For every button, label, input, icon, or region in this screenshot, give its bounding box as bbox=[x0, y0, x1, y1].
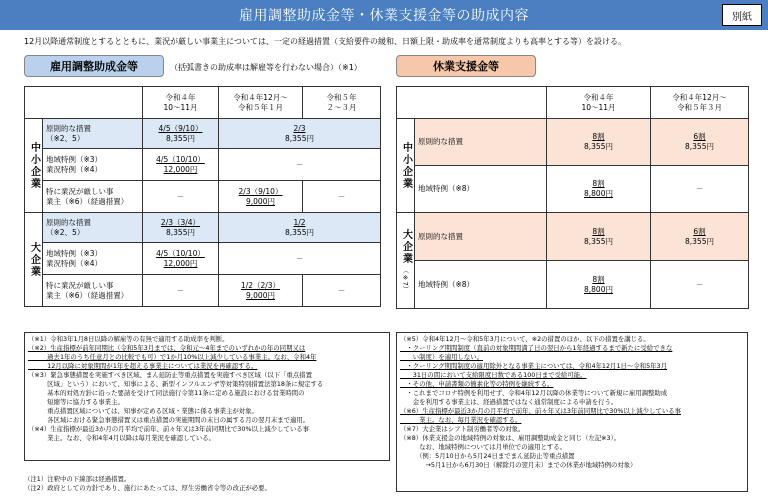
header-blank bbox=[25, 87, 143, 119]
rate-value: 2/3（3/4） bbox=[160, 217, 201, 227]
dash: － bbox=[143, 275, 219, 307]
cap-value: 8,355円 bbox=[584, 142, 613, 151]
dash: － bbox=[651, 166, 749, 213]
row-group-large: 大企業 bbox=[25, 213, 43, 307]
col-header: 令和５年 ２～３月 bbox=[303, 87, 381, 119]
intro-text: 12月以降通常制度とするとともに、業況が厳しい事業主については、一定の経過措置（支給要件の緩和、日額上限・助成率を通常制度よりも高率とする等）を設ける。 bbox=[24, 37, 627, 46]
employment-adjustment-table bbox=[24, 86, 381, 307]
cap-value: 8,355円 bbox=[584, 236, 613, 246]
leave-support-table bbox=[396, 86, 749, 309]
cap-value: 12,000円 bbox=[163, 258, 198, 268]
rate-value: 8割 bbox=[592, 226, 605, 236]
rate-value: 6割 bbox=[693, 132, 706, 141]
row-label: 地域特例（※3） 業況特例（※4） bbox=[43, 243, 143, 275]
footnote-line: （注2）政府としての方針であり、施行にあたっては、厚生労働省令等の改正が必要。 bbox=[24, 484, 271, 492]
footnote-line: （※4）生産指標が最近3か月の月平均で前年、前々年又は3年前同期比で30%以上減少している事 bbox=[28, 425, 309, 433]
footnote-line: 過去1年のうち任意月との比較でも可）で1か月10%以上減少している事業主。なお、令和4年 bbox=[28, 353, 317, 361]
cap-value: 9,000円 bbox=[246, 196, 275, 206]
footnote-line: （※7）大企業はシフト制労働者等の対象。 bbox=[400, 425, 525, 433]
footnote-line: 短縮等に協力する事業主。 bbox=[28, 398, 124, 406]
footnote-line: （※5）令和4年12月～令和5年3月について、※2の措置のほか、以下の措置を講じる。 bbox=[400, 335, 650, 343]
cap-value: 8,355円 bbox=[166, 227, 195, 237]
cap-value: 9,000円 bbox=[246, 290, 275, 300]
section-label-employment-adjustment: 雇用調整助成金等 bbox=[24, 55, 164, 77]
col-header: 令和４年 10～11月 bbox=[547, 87, 651, 119]
row-label: 原則的な措置 bbox=[415, 213, 547, 261]
cap-value: 8,355円 bbox=[285, 227, 314, 237]
rate-value: 4/5（9/10） bbox=[158, 123, 203, 133]
footnote-line: 区域」という）において、知事による、新型インフルエンザ等対策特別措置法第18条に規定する bbox=[28, 380, 324, 388]
footnote-line: （※6）生産指標が最近3か月の月平均で前年、前々年又は3年前同期比で30%以上減少している事 bbox=[400, 407, 681, 415]
cap-value: 8,800円 bbox=[584, 284, 613, 294]
footnote-line: 12月以降に対象期間が1年を超える事業主については業況を再確認する。 bbox=[28, 362, 258, 370]
row-label: 原則的な措置 （※2、5） bbox=[43, 119, 143, 149]
row-group-large: 大企業 bbox=[400, 228, 412, 265]
footnote-line: なお、地域特例については月単位での適用とする。 bbox=[400, 443, 567, 451]
footnote-line: （※1）令和3年1月8日以降の解雇等の有無で適用する助成率を判断。 bbox=[28, 335, 229, 343]
cap-value: 8,800円 bbox=[584, 189, 613, 198]
dash: － bbox=[303, 275, 381, 307]
row-label: 原則的な措置 （※2、5） bbox=[43, 213, 143, 243]
rate-value: 4/5（10/10） bbox=[156, 154, 205, 164]
footnote-line: （※8）休業支援金の地域特例の対象は、雇用調整助成金と同じ（左記※3）。 bbox=[400, 434, 621, 442]
footnote-line: →5月1日から6月30日（解除月の翌月末）までの休業が地域特例の対象） bbox=[400, 461, 637, 469]
footnote-line: ・これまでコロナ特例を利用せず、令和4年12月以降の休業等について新規に雇用調整助成 bbox=[400, 389, 668, 397]
rate-value: 6割 bbox=[693, 226, 706, 236]
rate-value: 1/2（2/3） bbox=[240, 280, 281, 290]
rate-value: 8割 bbox=[592, 179, 605, 188]
rate-value: 8割 bbox=[592, 274, 605, 284]
row-group-sme: 中小企業 bbox=[25, 119, 43, 213]
attachment-badge: 別紙 bbox=[722, 4, 762, 26]
page-title: 雇用調整助成金等・休業支援金等の助成内容 bbox=[0, 0, 768, 30]
row-label: 地域特例（※8） bbox=[415, 166, 547, 213]
dash: － bbox=[303, 181, 381, 213]
dash: － bbox=[219, 149, 381, 181]
footnote-line: ・クーリング期間制度（直前の対象期間満了日の翌日から1年経過するまで新たに受給できな bbox=[400, 344, 673, 352]
dash: － bbox=[143, 181, 219, 213]
cap-value: 8,355円 bbox=[685, 236, 714, 246]
rate-value: 1/2 bbox=[293, 217, 306, 227]
footnote-line: ・その他、申請書類の簡素化等の特例を継続する。 bbox=[400, 380, 554, 388]
footnotes-general bbox=[24, 475, 390, 493]
row-label: 地域特例（※3） 業況特例（※4） bbox=[43, 149, 143, 181]
footnote-line: 31日の間において支給限度日数である100日まで受給可能。 bbox=[400, 371, 587, 379]
footnote-line: （例：5月10日から5月24日までまん延防止等重点措置 bbox=[400, 452, 575, 460]
cap-value: 8,355円 bbox=[685, 142, 714, 151]
footnote-line: 業主。なお、毎月業況を確認する。 bbox=[400, 416, 522, 424]
footnotes-left bbox=[24, 332, 390, 461]
col-header: 令和４年12月～ 令和５年３月 bbox=[651, 87, 749, 119]
cap-value: 8,355円 bbox=[166, 133, 195, 143]
cap-value: 12,000円 bbox=[163, 164, 198, 174]
rate-value: 4/5（10/10） bbox=[156, 248, 205, 258]
rate-value: 8割 bbox=[592, 132, 605, 141]
footnote-line: （注1）注釈中の下線部は経過措置。 bbox=[24, 475, 131, 483]
rate-value: 2/3 bbox=[293, 123, 306, 133]
header-blank bbox=[397, 87, 547, 119]
footnote-line: 基本的対処方針に沿った要請を受けて同法施行令第11条に定める施設における営業時間の bbox=[28, 389, 305, 397]
dash: － bbox=[651, 261, 749, 309]
footnote-line: （※3）緊急事態措置を実施すべき区域、まん延防止等重点措置を実施すべき区域（以下「重点措置 bbox=[28, 371, 312, 379]
footnote-line: （※2）生産指標が前年同期比（令和5年3月までは、令和元～4年までのいずれかの年の同期又は bbox=[28, 344, 306, 352]
col-header: 令和４年 10～11月 bbox=[143, 87, 219, 119]
footnote-line: 金を利用する事業主は、経過措置ではなく通常制度による申請を行う。 bbox=[400, 398, 618, 406]
col-header: 令和４年12月～ 令和５年１月 bbox=[219, 87, 303, 119]
section-label-leave-support: 休業支援金等 bbox=[396, 55, 536, 77]
footnote-line: 業主。なお、令和4年4月以降は毎月業況を確認している。 bbox=[28, 434, 216, 442]
row-label: 特に業況が厳しい事 業主（※6）（経過措置） bbox=[43, 275, 143, 307]
footnote-line: 重点措置区域については、知事が定める区域・業態に係る事業主が対象。 bbox=[28, 407, 258, 415]
row-group-sme: 中小企業 bbox=[397, 119, 415, 213]
footnote-line: ・クーリング期間制度の適用除外となる事業主については、令和4年12月1日～令和5年3月 bbox=[400, 362, 667, 370]
rate-note: （括弧書きの助成率は解雇等を行わない場合）（※1） bbox=[170, 63, 362, 72]
rate-value: 2/3（9/10） bbox=[238, 186, 283, 196]
cap-value: 8,355円 bbox=[285, 133, 314, 143]
row-label: 原則的な措置 bbox=[415, 119, 547, 166]
dash: － bbox=[219, 243, 381, 275]
footnote-line: い制度）を適用しない。 bbox=[400, 353, 484, 361]
footnotes-right bbox=[396, 332, 748, 492]
large-note: （※7） bbox=[401, 266, 410, 293]
row-label: 特に業況が厳しい事 業主（※6）（経過措置） bbox=[43, 181, 143, 213]
footnote-line: 各区域における緊急事態措置又は重点措置の実施期間の末日の属する月の翌月末まで適用。 bbox=[28, 416, 310, 424]
row-label: 地域特例（※8） bbox=[415, 261, 547, 309]
